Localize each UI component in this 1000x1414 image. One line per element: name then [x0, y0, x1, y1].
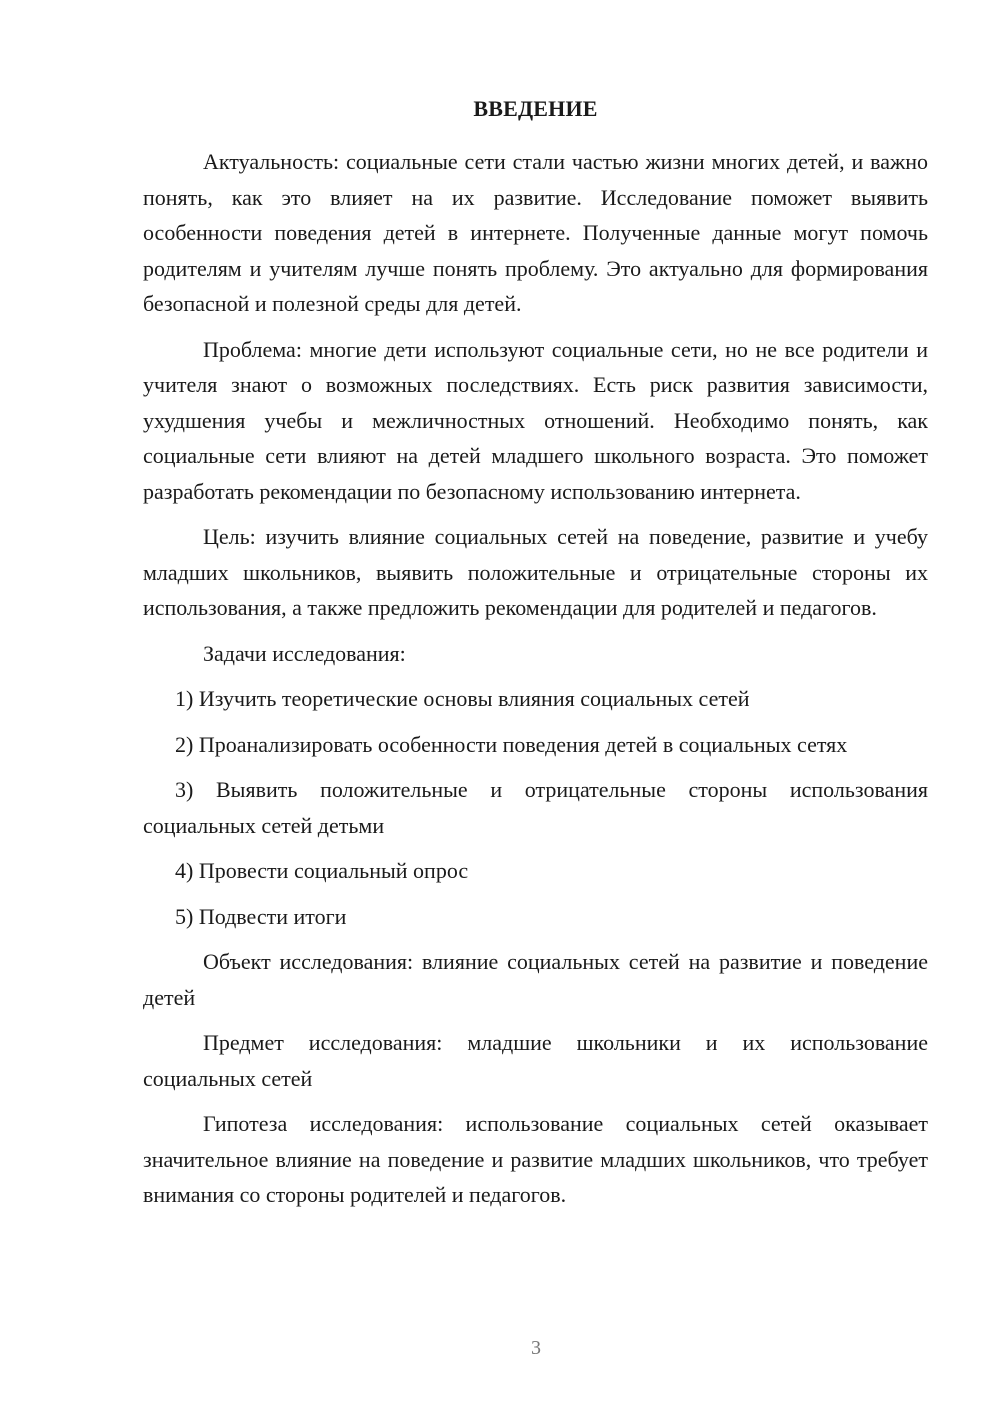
task-item-1: 1) Изучить теоретические основы влияния социальных сетей — [175, 686, 750, 711]
page-number: 3 — [531, 1337, 541, 1359]
paragraph-hypothesis: Гипотеза исследования: использование социальных сетей оказывает значительное влияние на поведение и развитие младших школьников, что требует внимания со стороны родителей и педагогов. — [143, 1111, 928, 1207]
paragraph-goal: Цель: изучить влияние социальных сетей на поведение, развитие и учебу младших школьников, выявить положительные и отрицательные стороны их использования, а также предложить рекомендации для родителей и педагогов. — [143, 524, 928, 620]
page-content — [143, 94, 928, 1213]
paragraph-tasks-title: Задачи исследования: — [203, 640, 406, 666]
section-heading: ВВЕДЕНИЕ — [473, 96, 598, 121]
task-item-4: 4) Провести социальный опрос — [175, 858, 469, 883]
paragraph-object: Объект исследования: влияние социальных сетей на развитие и поведение детей — [143, 949, 928, 1010]
task-item-5: 5) Подвести итоги — [175, 903, 347, 929]
task-item-3: 3) Выявить положительные и отрицательные стороны использования социальных сетей детьми — [143, 777, 928, 838]
task-item-2: 2) Проанализировать особенности поведения детей в социальных сетях — [175, 731, 848, 757]
paragraph-relevance: Актуальность: социальные сети стали частью жизни многих детей, и важно понять, как это влияет на их развитие. Исследование поможет выявить особенности поведения детей в интернете. Полученные данные могут помочь родителям и учителям лучше понять проблему. Это актуально для формирования безопасной и полезной среды для детей. — [143, 149, 928, 316]
paragraph-subject: Предмет исследования: младшие школьники и их использование социальных сетей — [143, 1030, 928, 1091]
paragraph-problem: Проблема: многие дети используют социальные сети, но не все родители и учителя знают о возможных последствиях. Есть риск развития зависимости, ухудшения учебы и межличностных отношений. Необходимо понять, как социальные сети влияют на детей младшего школьного возраста. Это поможет разработать рекомендации по безопасному использованию интернета. — [143, 336, 928, 504]
